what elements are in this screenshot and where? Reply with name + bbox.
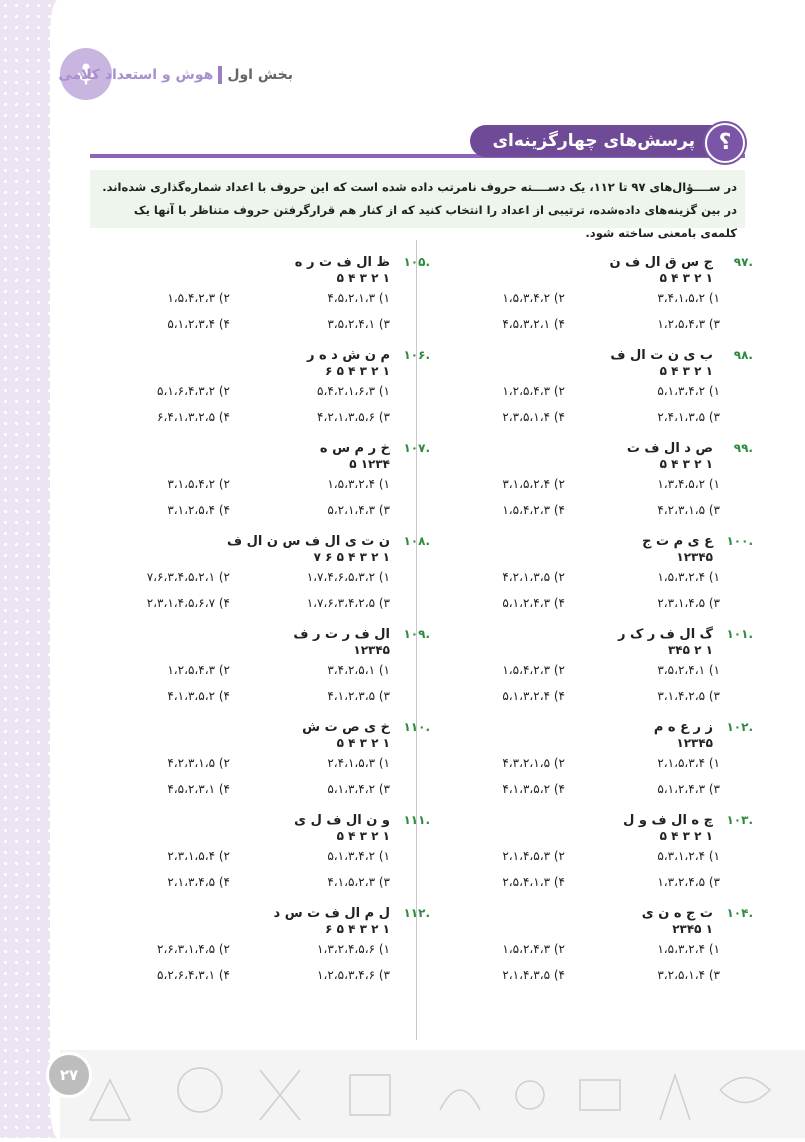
option-1: ۱) ۴،۵،۲،۱،۳ bbox=[327, 291, 390, 305]
question-letters: خ ر م س ه bbox=[319, 441, 390, 456]
option-3: ۳) ۱،۲،۵،۴،۳ bbox=[657, 317, 720, 331]
option-4: ۴) ۴،۱،۳،۵،۲ bbox=[502, 782, 565, 796]
question-letters: ع ی م ت ج bbox=[642, 534, 713, 549]
question-letters: ب ی ن ت ال ف bbox=[610, 348, 713, 363]
question-number: ۱۰۶. bbox=[403, 348, 430, 362]
option-3: ۳) ۱،۳،۲،۴،۵ bbox=[657, 875, 720, 889]
question-number: ۱۰۱. bbox=[726, 627, 753, 641]
question-number: ۱۰۹. bbox=[403, 627, 430, 641]
question-number: ۱۱۱. bbox=[403, 813, 430, 827]
option-4: ۴) ۲،۱،۴،۳،۵ bbox=[502, 968, 565, 982]
question-digits: ۱ ۲ ۳۴۵ bbox=[667, 643, 713, 657]
question-digits: ۱۲۳۴ ۵ bbox=[349, 457, 390, 471]
option-2: ۲) ۲،۳،۱،۵،۴ bbox=[167, 849, 230, 863]
option-2: ۲) ۱،۲،۵،۴،۳ bbox=[502, 384, 565, 398]
option-3: ۳) ۳،۱،۴،۲،۵ bbox=[657, 689, 720, 703]
option-1: ۱) ۱،۵،۳،۲،۴ bbox=[657, 570, 720, 584]
question-number: ۱۰۲. bbox=[726, 720, 753, 734]
question-digits: ۱۲۳۴۵ bbox=[676, 736, 713, 750]
option-4: ۴) ۲،۳،۱،۴،۵،۶،۷ bbox=[146, 596, 230, 610]
running-header bbox=[58, 66, 293, 84]
option-3: ۳) ۴،۲،۳،۱،۵ bbox=[657, 503, 720, 517]
question-number: ۱۱۲. bbox=[403, 906, 430, 920]
option-4: ۴) ۴،۵،۳،۲،۱ bbox=[502, 317, 565, 331]
header-subtitle: هوش و استعداد کلامی bbox=[58, 67, 214, 83]
option-3: ۳) ۵،۱،۳،۴،۲ bbox=[327, 782, 390, 796]
question-number: ۱۰۷. bbox=[403, 441, 430, 455]
question-letters: ن ت ی ال ف س ن ال ف bbox=[227, 534, 390, 549]
option-4: ۴) ۳،۱،۲،۵،۴ bbox=[167, 503, 230, 517]
question-digits: ۱۲۳۴۵ bbox=[676, 550, 713, 564]
option-4: ۴) ۴،۱،۳،۵،۲ bbox=[167, 689, 230, 703]
question-digits: ۱ ۲۳۴۵ bbox=[672, 922, 713, 936]
option-1: ۱) ۵،۱،۳،۴،۲ bbox=[657, 384, 720, 398]
option-1: ۱) ۵،۱،۳،۴،۲ bbox=[327, 849, 390, 863]
question-letters: ز ر ع ه م bbox=[653, 720, 713, 735]
header-part: بخش اول bbox=[227, 67, 293, 83]
question-digits: ۱ ۲ ۳ ۴ ۵ ۶ bbox=[325, 922, 390, 936]
option-1: ۱) ۱،۵،۳،۲،۴ bbox=[327, 477, 390, 491]
option-3: ۳) ۲،۳،۱،۴،۵ bbox=[657, 596, 720, 610]
option-2: ۲) ۵،۱،۶،۴،۳،۲ bbox=[157, 384, 230, 398]
option-2: ۲) ۳،۱،۵،۲،۴ bbox=[502, 477, 565, 491]
option-2: ۲) ۲،۶،۳،۱،۴،۵ bbox=[157, 942, 230, 956]
option-3: ۳) ۱،۲،۵،۳،۴،۶ bbox=[317, 968, 390, 982]
question-digits: ۱ ۲ ۳ ۴ ۵ bbox=[659, 364, 713, 378]
question-digits: ۱ ۲ ۳ ۴ ۵ bbox=[659, 829, 713, 843]
option-3: ۳) ۳،۲،۵،۱،۴ bbox=[657, 968, 720, 982]
section-title-bar bbox=[90, 125, 745, 161]
question-number: ۱۰۵. bbox=[403, 255, 430, 269]
option-2: ۲) ۳،۱،۵،۴،۲ bbox=[167, 477, 230, 491]
option-1: ۱) ۱،۳،۲،۴،۵،۶ bbox=[317, 942, 390, 956]
question-number: ۹۸. bbox=[733, 348, 753, 362]
option-3: ۳) ۴،۱،۲،۳،۵ bbox=[327, 689, 390, 703]
option-3: ۳) ۱،۷،۶،۳،۴،۲،۵ bbox=[306, 596, 390, 610]
question-number: ۹۷. bbox=[733, 255, 753, 269]
question-digits: ۱ ۲ ۳ ۴ ۵ bbox=[336, 271, 390, 285]
question-number: ۱۰۰. bbox=[726, 534, 753, 548]
option-1: ۱) ۱،۷،۴،۶،۵،۳،۲ bbox=[306, 570, 390, 584]
option-2: ۲) ۴،۲،۳،۱،۵ bbox=[167, 756, 230, 770]
option-1: ۱) ۲،۴،۱،۵،۳ bbox=[327, 756, 390, 770]
margin-edge bbox=[50, 0, 70, 1138]
option-4: ۴) ۲،۵،۴،۱،۳ bbox=[502, 875, 565, 889]
question-digits: ۱۲۳۴۵ bbox=[353, 643, 390, 657]
option-4: ۴) ۵،۱،۲،۴،۳ bbox=[502, 596, 565, 610]
option-2: ۲) ۲،۱،۴،۵،۳ bbox=[502, 849, 565, 863]
option-1: ۱) ۱،۳،۴،۵،۲ bbox=[657, 477, 720, 491]
option-4: ۴) ۵،۲،۶،۴،۳،۱ bbox=[157, 968, 230, 982]
option-4: ۴) ۵،۱،۲،۳،۴ bbox=[167, 317, 230, 331]
question-letters: گ ال ف ر ک ر bbox=[617, 627, 713, 642]
option-2: ۲) ۱،۵،۴،۲،۳ bbox=[502, 663, 565, 677]
question-number: ۱۰۴. bbox=[726, 906, 753, 920]
question-letters: چ ه ال ف و ل bbox=[623, 813, 713, 828]
question-digits: ۱ ۲ ۳ ۴ ۵ bbox=[659, 457, 713, 471]
option-2: ۲) ۷،۶،۳،۴،۵،۲،۱ bbox=[146, 570, 230, 584]
question-letters: ص د ال ف ت bbox=[626, 441, 713, 456]
option-1: ۱) ۲،۱،۵،۳،۴ bbox=[657, 756, 720, 770]
question-number: ۱۰۸. bbox=[403, 534, 430, 548]
option-4: ۴) ۲،۱،۳،۴،۵ bbox=[167, 875, 230, 889]
option-4: ۴) ۶،۴،۱،۳،۲،۵ bbox=[157, 410, 230, 424]
option-1: ۱) ۳،۴،۱،۵،۲ bbox=[657, 291, 720, 305]
header-bar bbox=[218, 66, 222, 84]
option-1: ۱) ۱،۵،۳،۲،۴ bbox=[657, 942, 720, 956]
page-number: ۲۷ bbox=[46, 1052, 92, 1098]
option-4: ۴) ۱،۵،۴،۲،۳ bbox=[502, 503, 565, 517]
option-2: ۲) ۱،۵،۳،۴،۲ bbox=[502, 291, 565, 305]
option-3: ۳) ۴،۱،۵،۲،۳ bbox=[327, 875, 390, 889]
question-number: ۹۹. bbox=[733, 441, 753, 455]
question-digits: ۱ ۲ ۳ ۴ ۵ bbox=[336, 829, 390, 843]
option-2: ۲) ۴،۲،۱،۳،۵ bbox=[502, 570, 565, 584]
option-3: ۳) ۲،۴،۱،۳،۵ bbox=[657, 410, 720, 424]
option-1: ۱) ۵،۳،۱،۲،۴ bbox=[657, 849, 720, 863]
question-letters: ج س ق ال ف ن bbox=[609, 255, 713, 270]
question-letters: و ن ال ف ل ی bbox=[294, 813, 390, 828]
question-letters: ال ف ر ت ر ف bbox=[293, 627, 390, 642]
option-2: ۲) ۱،۵،۲،۴،۳ bbox=[502, 942, 565, 956]
question-digits: ۱ ۲ ۳ ۴ ۵ ۶ bbox=[325, 364, 390, 378]
question-number: ۱۰۳. bbox=[726, 813, 753, 827]
question-mark-icon: ؟ bbox=[705, 123, 745, 163]
question-digits: ۱ ۲ ۳ ۴ ۵ ۶ ۷ bbox=[313, 550, 390, 564]
option-2: ۲) ۴،۳،۲،۱،۵ bbox=[502, 756, 565, 770]
option-3: ۳) ۳،۵،۲،۴،۱ bbox=[327, 317, 390, 331]
question-letters: ل م ال ف ت س د bbox=[273, 906, 390, 921]
question-digits: ۱ ۲ ۳ ۴ ۵ bbox=[336, 736, 390, 750]
footer-doodles bbox=[60, 1050, 805, 1138]
question-letters: م ن ش د ه ر bbox=[306, 348, 390, 363]
option-3: ۳) ۵،۲،۱،۴،۳ bbox=[327, 503, 390, 517]
option-4: ۴) ۲،۳،۵،۱،۴ bbox=[502, 410, 565, 424]
option-1: ۱) ۳،۴،۲،۵،۱ bbox=[327, 663, 390, 677]
question-number: ۱۱۰. bbox=[403, 720, 430, 734]
option-3: ۳) ۵،۱،۲،۴،۳ bbox=[657, 782, 720, 796]
question-letters: ت ج ه ن ی bbox=[641, 906, 713, 921]
option-2: ۲) ۱،۲،۵،۴،۳ bbox=[167, 663, 230, 677]
option-3: ۳) ۴،۲،۱،۳،۵،۶ bbox=[317, 410, 390, 424]
question-digits: ۱ ۲ ۳ ۴ ۵ bbox=[659, 271, 713, 285]
question-letters: خ ی ص ت ش bbox=[302, 720, 390, 735]
option-1: ۱) ۵،۴،۲،۱،۶،۳ bbox=[317, 384, 390, 398]
option-2: ۲) ۱،۵،۴،۲،۳ bbox=[167, 291, 230, 305]
option-1: ۱) ۳،۵،۲،۴،۱ bbox=[657, 663, 720, 677]
option-4: ۴) ۵،۱،۳،۲،۴ bbox=[502, 689, 565, 703]
option-4: ۴) ۴،۵،۲،۳،۱ bbox=[167, 782, 230, 796]
section-title: پرسش‌های چهارگزینه‌ای bbox=[470, 125, 717, 157]
instructions: در ســــؤال‌های ۹۷ تا ۱۱۲، یک دســــته حروف نامرتب داده شده است که این حروف با اعداد شماره‌گذاری شده‌اند. در بین گزینه‌های داده‌شده، ترتیبی از اعداد را انتخاب کنید که از کنار هم قرارگرفتن حروف متناظر با آنها یک کلمه‌ی بامعنی ساخته شود. bbox=[90, 170, 745, 228]
question-letters: ظ ال ف ت ر ه bbox=[294, 255, 390, 270]
